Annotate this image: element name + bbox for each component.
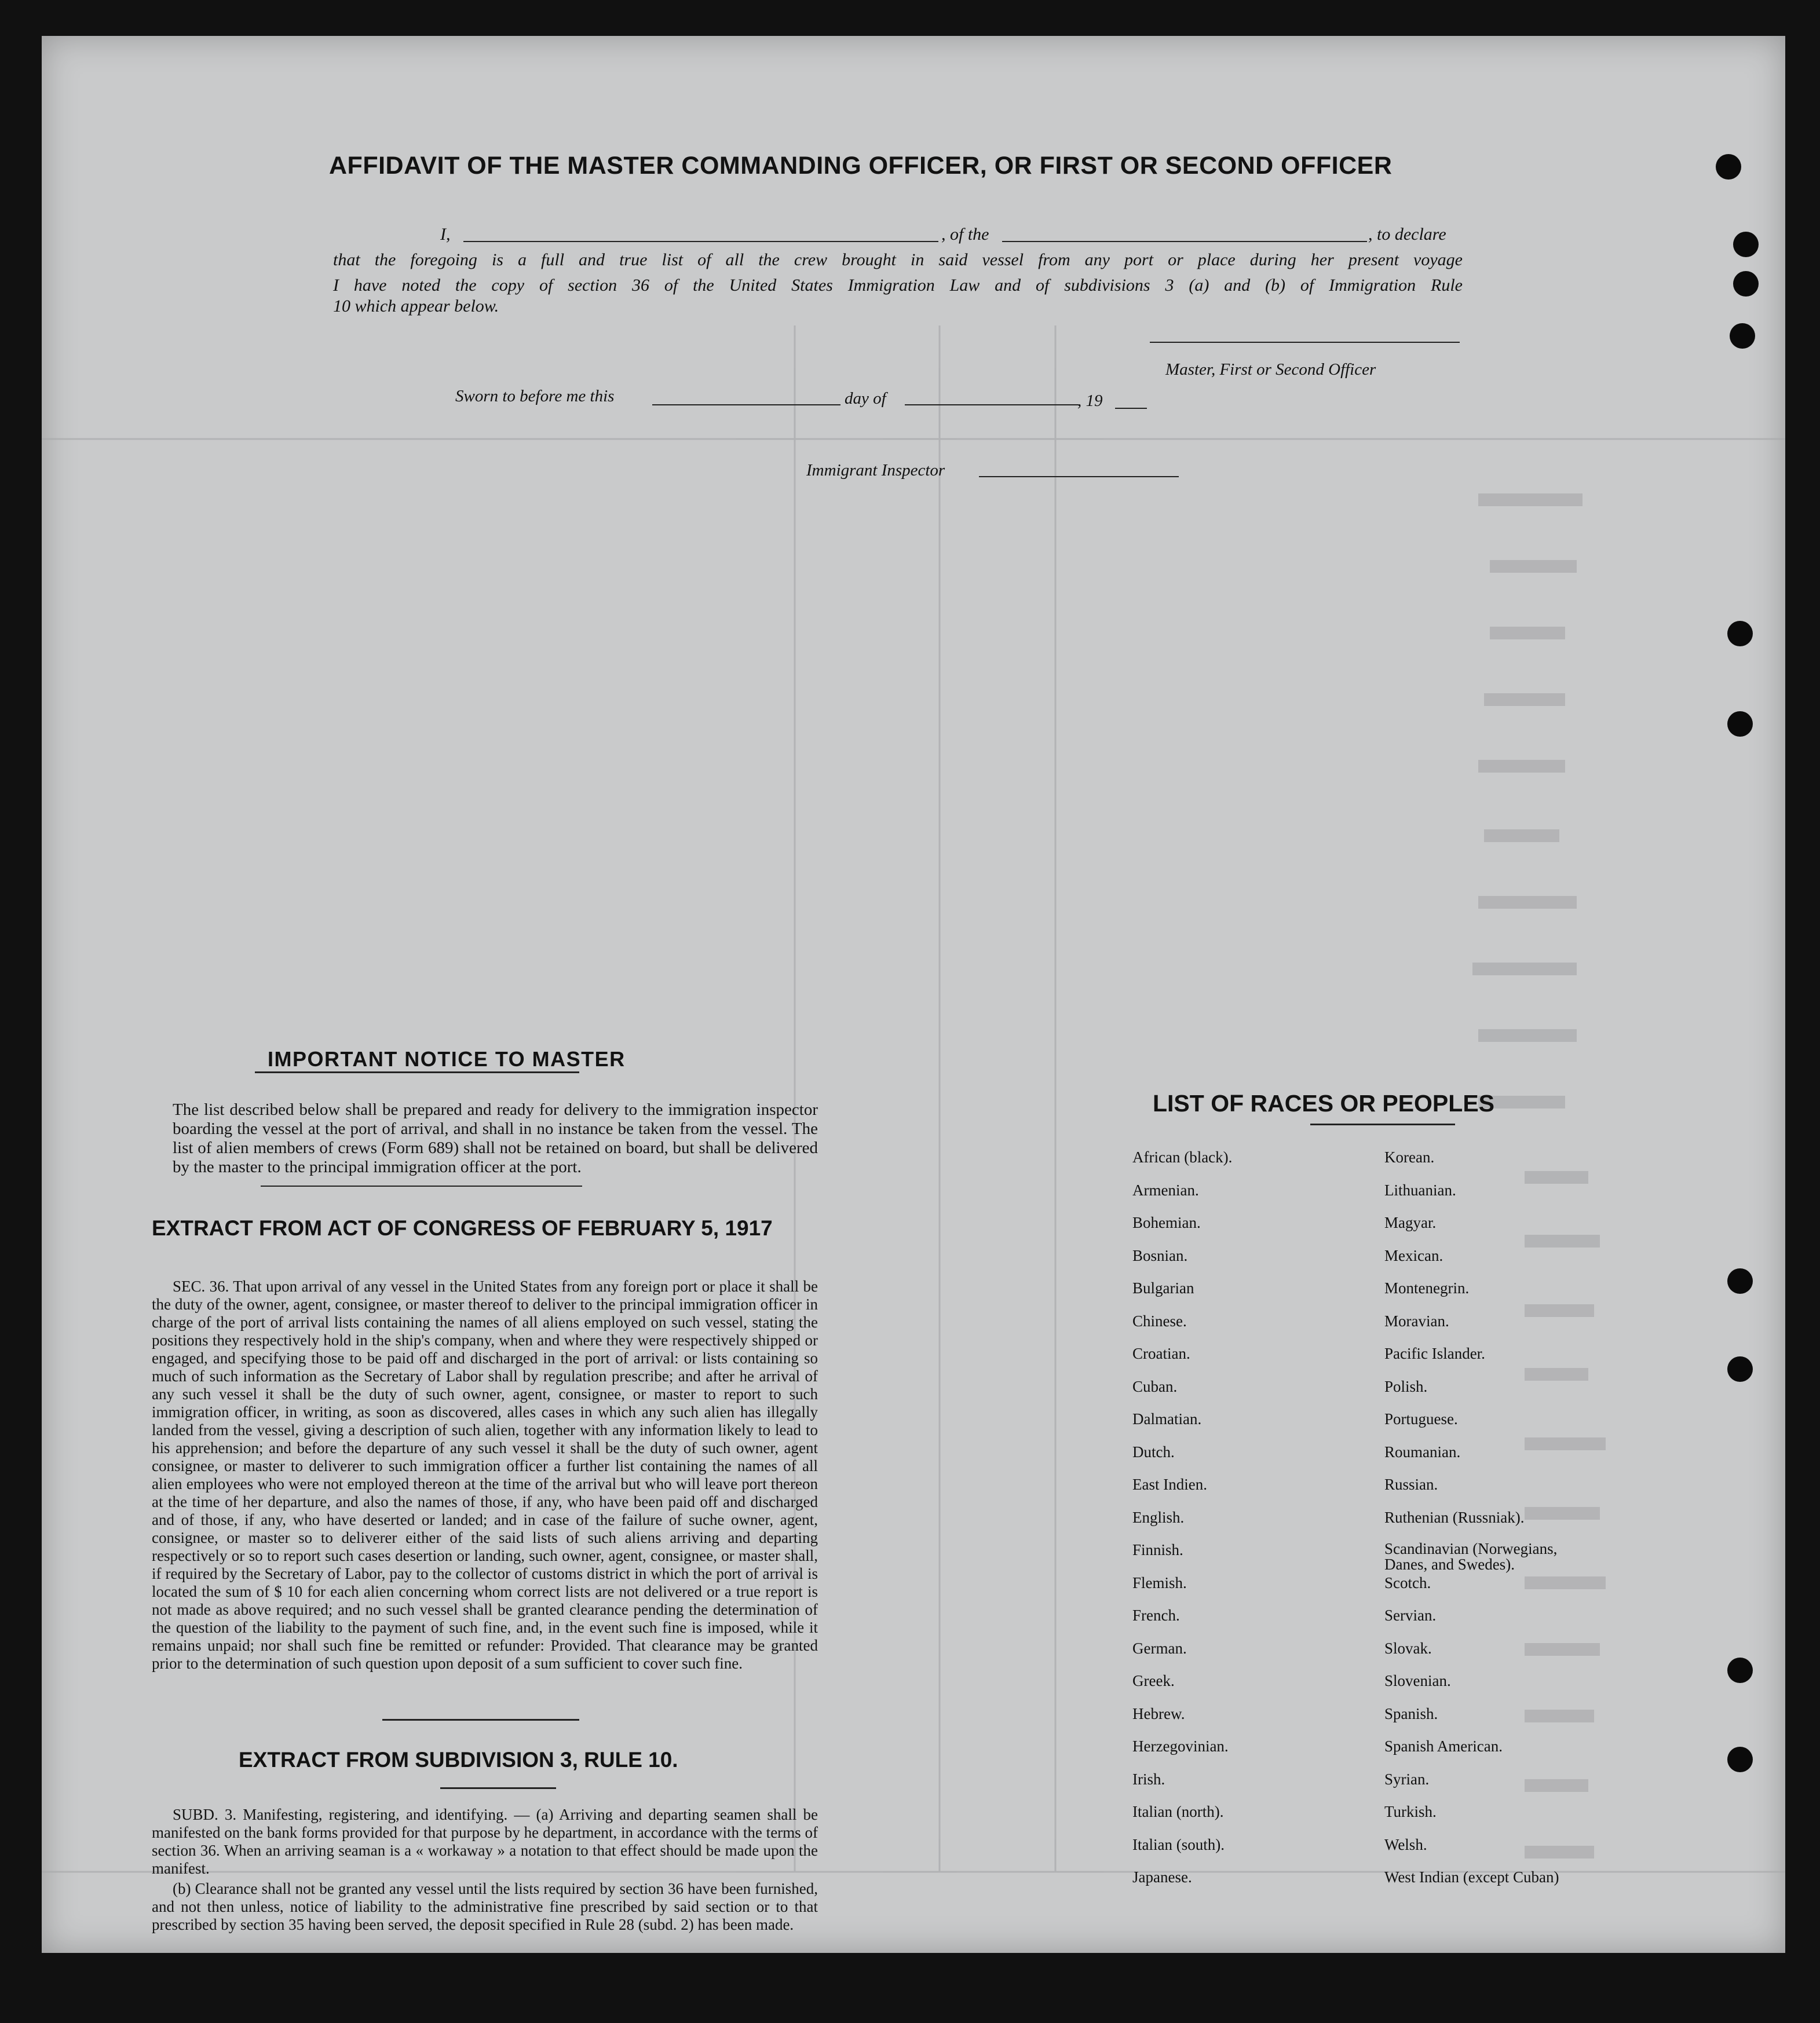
act-extract-rule xyxy=(382,1719,579,1721)
affidavit-of-the-label: , of the xyxy=(941,225,989,244)
race-item: Moravian. xyxy=(1384,1312,1449,1330)
race-item: German. xyxy=(1132,1639,1187,1657)
rule-extract-title: EXTRACT FROM SUBDIVISION 3, RULE 10. xyxy=(239,1748,678,1772)
rule-extract-rule xyxy=(440,1787,556,1789)
affidavit-i-label: I, xyxy=(440,225,451,244)
races-title: LIST OF RACES OR PEOPLES xyxy=(1153,1090,1495,1117)
race-item: Greek. xyxy=(1132,1672,1175,1689)
day-of-label: day of xyxy=(845,389,886,408)
race-item: Scotch. xyxy=(1384,1574,1431,1592)
race-item: Magyar. xyxy=(1384,1214,1437,1231)
race-item: African (black). xyxy=(1132,1148,1233,1166)
sworn-month-blank[interactable] xyxy=(905,404,1079,405)
race-item: Polish. xyxy=(1384,1377,1428,1395)
signature-blank[interactable] xyxy=(1150,342,1460,343)
race-item: Bohemian. xyxy=(1132,1214,1201,1231)
act-extract-text xyxy=(152,1278,818,1675)
race-item: Welsh. xyxy=(1384,1835,1427,1853)
vessel-blank[interactable] xyxy=(1002,241,1367,242)
rule-extract-paragraph-b: (b) Clearance shall not be granted any vessel until the lists required by section 36 have been furnished, and not then unless, notice of liability to the administrative fine prescribed by said section or to that prescribed by section 35 having been served, the deposit specified in Rule 28 (subd. 2) has been made. xyxy=(152,1880,818,1933)
race-item: Italian (south). xyxy=(1132,1835,1225,1853)
affidavit-body-line-1: that the foregoing is a full and true list of all the crew brought in said vessel from any port or place during her present voyage xyxy=(333,250,1463,269)
sworn-year-blank[interactable] xyxy=(1115,408,1147,409)
race-item: Korean. xyxy=(1384,1148,1435,1166)
race-item: French. xyxy=(1132,1607,1180,1624)
race-item: Irish. xyxy=(1132,1770,1165,1788)
race-item: Bulgarian xyxy=(1132,1279,1194,1297)
affidavit-to-declare-label: , to declare xyxy=(1368,225,1446,244)
race-item: Finnish. xyxy=(1132,1541,1183,1559)
race-item: Hebrew. xyxy=(1132,1704,1185,1722)
race-item: East Indien. xyxy=(1132,1476,1207,1493)
notice-title: IMPORTANT NOTICE TO MASTER xyxy=(268,1047,626,1071)
affidavit-body-line-2: I have noted the copy of section 36 of the United States Immigration Law and of subdivisions 3 (a) and (b) of Immigration Rule xyxy=(333,276,1463,295)
race-item: Dutch. xyxy=(1132,1443,1175,1461)
affidavit-body-line-3: 10 which appear below. xyxy=(333,297,499,316)
race-item: Russian. xyxy=(1384,1476,1438,1493)
notice-underline xyxy=(261,1186,582,1187)
race-item: Croatian. xyxy=(1132,1345,1190,1362)
race-item: Flemish. xyxy=(1132,1574,1187,1592)
race-item: Mexican. xyxy=(1384,1246,1443,1264)
race-item: Servian. xyxy=(1384,1607,1437,1624)
race-item: Bosnian. xyxy=(1132,1246,1188,1264)
race-item: Herzegovinian. xyxy=(1132,1737,1229,1755)
races-list-right xyxy=(1384,1148,1628,1901)
races-rule xyxy=(1310,1124,1455,1125)
race-item: Slovenian. xyxy=(1384,1672,1451,1689)
rule-extract-paragraph-a: SUBD. 3. Manifesting, registering, and identifying. — (a) Arriving and departing seamen shall be manifested on the bank forms provided for that purpose by he department, in accordance with the terms of section 36. When an arriving seaman is a « workaway » a notation to that effect should be made upon the manifest. xyxy=(152,1806,818,1877)
race-item: Japanese. xyxy=(1132,1868,1192,1886)
sworn-day-blank[interactable] xyxy=(652,404,840,405)
race-item: Spanish. xyxy=(1384,1704,1438,1722)
year-label: , 19 xyxy=(1077,392,1103,410)
race-item: Dalmatian. xyxy=(1132,1410,1202,1428)
act-extract-paragraph: SEC. 36. That upon arrival of any vessel in the United States from any foreign port or place it shall be the duty of the owner, agent, consignee, or master thereof to deliver to the principal immigration officer in charge of the port of arrival lists containing the names of all aliens employed on such vessel, stating the positions they respectively hold in the ship's company, when and where they were respectively shipped or engaged, and specifying those to be paid off and discharged in the port of arrival: or lists containing so much of such information as the Secretary of Labor shall by regulation prescribe; and after he arrival of any such vessel it shall be the duty of such owner, agent, consignee, or master to report to such immigration officer, in writing, as soon as discovered, alles cases in which any such alien has illegally landed from the vessel, giving a description of such alien, together with any information likely to lead to his apprehension; and before the departure of any such vessel it shall be the duty of such owner, agent consignee, or master to deliverer to such immigration officer a further list containing the names of all alien employees who were not employed thereon at the time of the arrival but who will leave port thereon at the time of her departure, and also the names of those, if any, who have been paid off and discharged and of those, if any, who have deserted or landed; and in case of the failure of suche owner, agent, consignee, or master so to deliverer either of the said lists of such aliens arriving and departing respectively or so to report such cases desertion or landing, such owner, agent, consignee, or master shall, if required by the Secretary of Labor, pay to the collector of customs district in which the port of arrival is located the sum of $ 10 for each alien concerning whom correct lists are not delivered or a true report is not made as above required; and no such vessel shall be granted clearance pending the determination of the question of the liability to the payment of such fine, and, in the event such fine is imposed, while it remains unpaid; nor shall such fine be remitted or refunder: Provided. That clearance may be granted prior to the determination of such question upon deposit of a sum sufficient to cover such fine. xyxy=(152,1278,818,1672)
notice-rule xyxy=(255,1071,579,1073)
sworn-label: Sworn to before me this xyxy=(455,387,615,405)
race-item: English. xyxy=(1132,1508,1185,1526)
race-item: Cuban. xyxy=(1132,1377,1178,1395)
race-item: Italian (north). xyxy=(1132,1803,1224,1820)
races-list-left xyxy=(1132,1148,1324,1901)
affidavit-title: AFFIDAVIT OF THE MASTER COMMANDING OFFICER, OR FIRST OR SECOND OFFICER xyxy=(329,152,1393,180)
race-item: Chinese. xyxy=(1132,1312,1187,1330)
race-item: Turkish. xyxy=(1384,1803,1437,1820)
race-item: Ruthenian (Russniak). xyxy=(1384,1508,1525,1526)
name-blank[interactable] xyxy=(463,241,938,242)
race-item: Syrian. xyxy=(1384,1770,1430,1788)
race-item: Slovak. xyxy=(1384,1639,1432,1657)
act-extract-title: EXTRACT FROM ACT OF CONGRESS OF FEBRUARY 5, 1917 xyxy=(152,1216,773,1240)
race-item: Armenian. xyxy=(1132,1181,1199,1199)
race-item: Portuguese. xyxy=(1384,1410,1458,1428)
race-item: Pacific Islander. xyxy=(1384,1345,1485,1362)
race-item: Spanish American. xyxy=(1384,1737,1503,1755)
inspector-label: Immigrant Inspector xyxy=(806,461,945,480)
inspector-blank[interactable] xyxy=(979,476,1179,477)
race-item: Lithuanian. xyxy=(1384,1181,1456,1199)
signature-label: Master, First or Second Officer xyxy=(1165,360,1376,379)
race-item: Roumanian. xyxy=(1384,1443,1461,1461)
rule-extract-text xyxy=(152,1806,818,1936)
race-item: Montenegrin. xyxy=(1384,1279,1470,1297)
notice-text: The list described below shall be prepared and ready for delivery to the immigration inspector boarding the vessel at the port of arrival, and shall in no instance be taken from the vessel. The list of alien members of crews (Form 689) shall not be retained on board, but shall be delivered by the master to the principal immigration officer at the port. xyxy=(173,1100,818,1176)
race-item: West Indian (except Cuban) xyxy=(1384,1868,1559,1886)
race-item: Scandinavian (Norwegians, Danes, and Swedes). xyxy=(1384,1540,1558,1573)
